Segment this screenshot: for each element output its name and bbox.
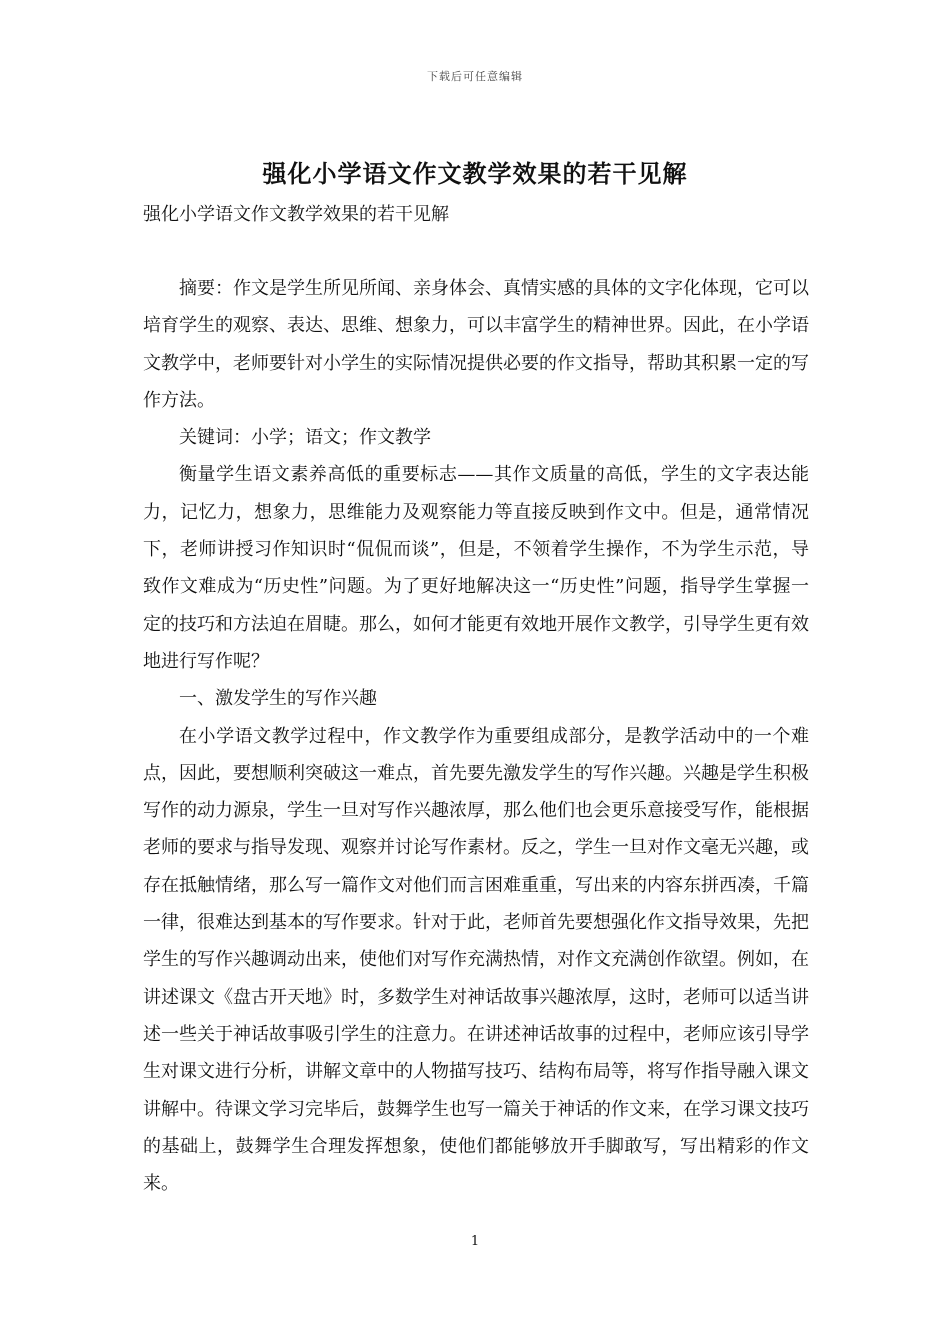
abstract-paragraph: 摘要：作文是学生所见所闻、亲身体会、真情实感的具体的文字化体现，它可以培育学生的观察、表达、思维、想象力，可以丰富学生的精神世界。因此，在小学语文教学中，老师要针对小学生的实际情况提供必要的作文指导，帮助其积累一定的写作方法。 — [143, 278, 809, 411]
document-subtitle: 强化小学语文作文教学效果的若干见解 — [143, 204, 449, 225]
page-number: 1 — [470, 1234, 480, 1249]
keywords-paragraph: 关键词：小学；语文；作文教学 — [179, 427, 431, 449]
page-header-note: 下载后可任意编辑 — [427, 70, 523, 83]
section-body-paragraph: 在小学语文教学过程中，作文教学作为重要组成部分，是教学活动中的一个难点，因此，要想顺利突破这一难点，首先要先激发学生的写作兴趣。兴趣是学生积极写作的动力源泉，学生一旦对写作兴趣浓厚，那么他们也会更乐意接受写作，能根据老师的要求与指导发现、观察并讨论写作素材。反之，学生一旦对作文毫无兴趣，或存在抵触情绪，那么写一篇作文对他们而言困难重重，写出来的内容东拼西凑，千篇一律，很难达到基本的写作要求。针对于此，老师首先要想强化作文指导效果，先把学生的写作兴趣调动出来，使他们对写作充满热情，对作文充满创作欲望。例如，在讲述课文《盘古开天地》时，多数学生对神话故事兴趣浓厚，这时，老师可以适当讲述一些关于神话故事吸引学生的注意力。在讲述神话故事的过程中，老师应该引导学生对课文进行分析，讲解文章中的人物描写技巧、结构布局等，将写作指导融入课文讲解中。待课文学习完毕后，鼓舞学生也写一篇关于神话的作文来，在学习课文技巧的基础上，鼓舞学生合理发挥想象，使他们都能够放开手脚敢写，写出精彩的作文来。 — [143, 725, 809, 1195]
section-heading: 一、激发学生的写作兴趣 — [179, 688, 377, 710]
document-title: 强化小学语文作文教学效果的若干见解 — [262, 159, 688, 188]
document-body — [143, 270, 809, 1202]
intro-paragraph: 衡量学生语文素养高低的重要标志——其作文质量的高低，学生的文字表达能力，记忆力，想象力，思维能力及观察能力等直接反映到作文中。但是，通常情况下，老师讲授习作知识时“侃侃而谈”，但是，不领着学生操作，不为学生示范，导致作文难成为“历史性”问题。为了更好地解决这一“历史性”问题，指导学生掌握一定的技巧和方法迫在眉睫。那么，如何才能更有效地开展作文教学，引导学生更有效地进行写作呢？ — [143, 464, 809, 672]
